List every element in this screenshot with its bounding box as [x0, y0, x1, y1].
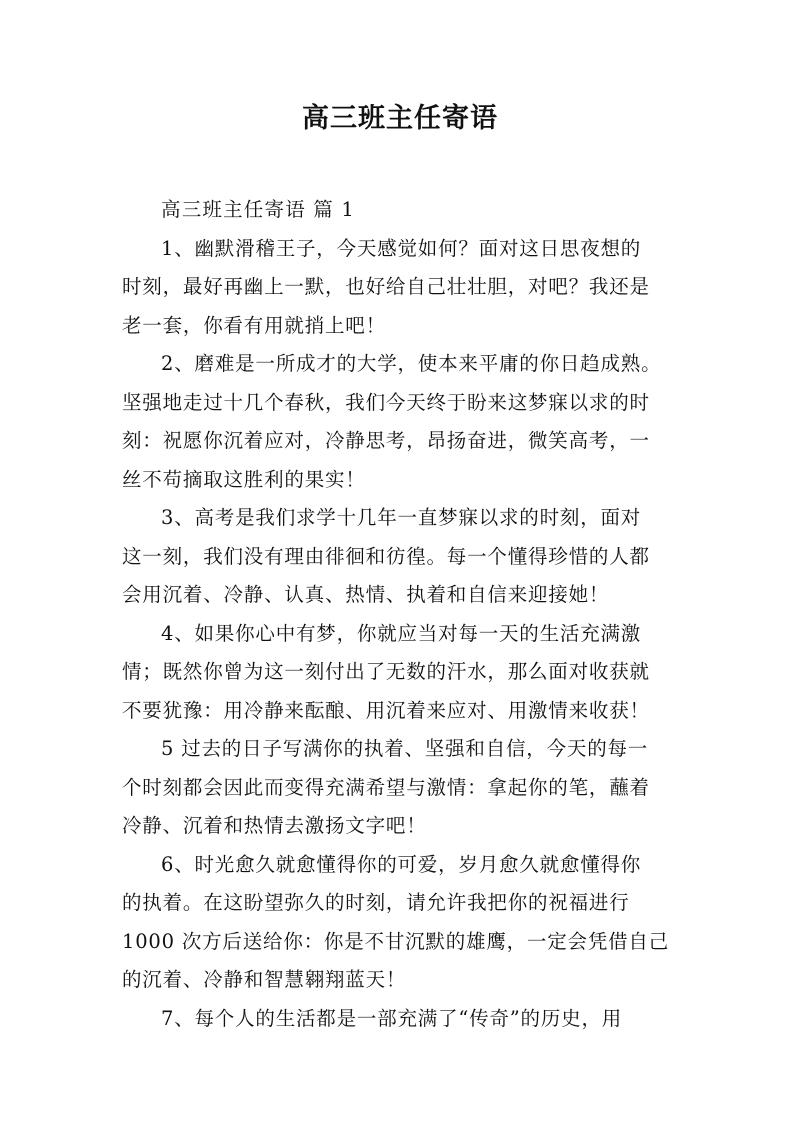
- paragraph-5: 5 过去的日子写满你的执着、坚强和自信，今天的每一 个时刻都会因此而变得充满希望与激情：拿起你的笔，蘸着 冷静、沉着和热情去激扬文字吧！: [122, 737, 650, 837]
- paragraph-1: 1、幽默滑稽王子，今天感觉如何？面对这日思夜想的 时刻，最好再幽上一默，也好给自己壮壮胆，对吧？我还是 老一套，你看有用就捎上吧！: [122, 236, 650, 337]
- paragraph-2: 2、磨难是一所成才的大学，使本来平庸的你日趋成熟。 坚强地走过十几个春秋，我们今天终于盼来这梦寐以求的时 刻：祝愿你沉着应对，冷静思考，昂扬奋进，微笑高考，一 丝不苟摘取这胜利的果实！: [122, 352, 662, 491]
- document-title: 高三班主任寄语: [302, 103, 498, 134]
- paragraph-6: 6、时光愈久就愈懂得你的可爱，岁月愈久就愈懂得你 的执着。在这盼望弥久的时刻，请允许我把你的祝福进行 1000 次方后送给你：你是不甘沉默的雄鹰，一定会凭借自己 的沉着、冷静和智慧翱翔蓝天！: [122, 852, 670, 991]
- paragraph-7: 7、每个人的生活都是一部充满了“传奇”的历史，用: [161, 1006, 623, 1030]
- paragraph-3: 3、高考是我们求学十几年一直梦寐以求的时刻，面对 这一刻，我们没有理由徘徊和彷徨。每一个懂得珍惜的人都 会用沉着、冷静、认真、热情、执着和自信来迎接她！: [122, 506, 650, 606]
- section-heading: 高三班主任寄语 篇 1: [161, 198, 356, 221]
- document-body: [122, 191, 692, 1038]
- paragraph-4: 4、如果你心中有梦，你就应当对每一天的生活充满激 情；既然你曾为这一刻付出了无数的汗水，那么面对收获就 不要犹豫：用冷静来酝酿、用沉着来应对、用激情来收获！: [122, 621, 650, 722]
